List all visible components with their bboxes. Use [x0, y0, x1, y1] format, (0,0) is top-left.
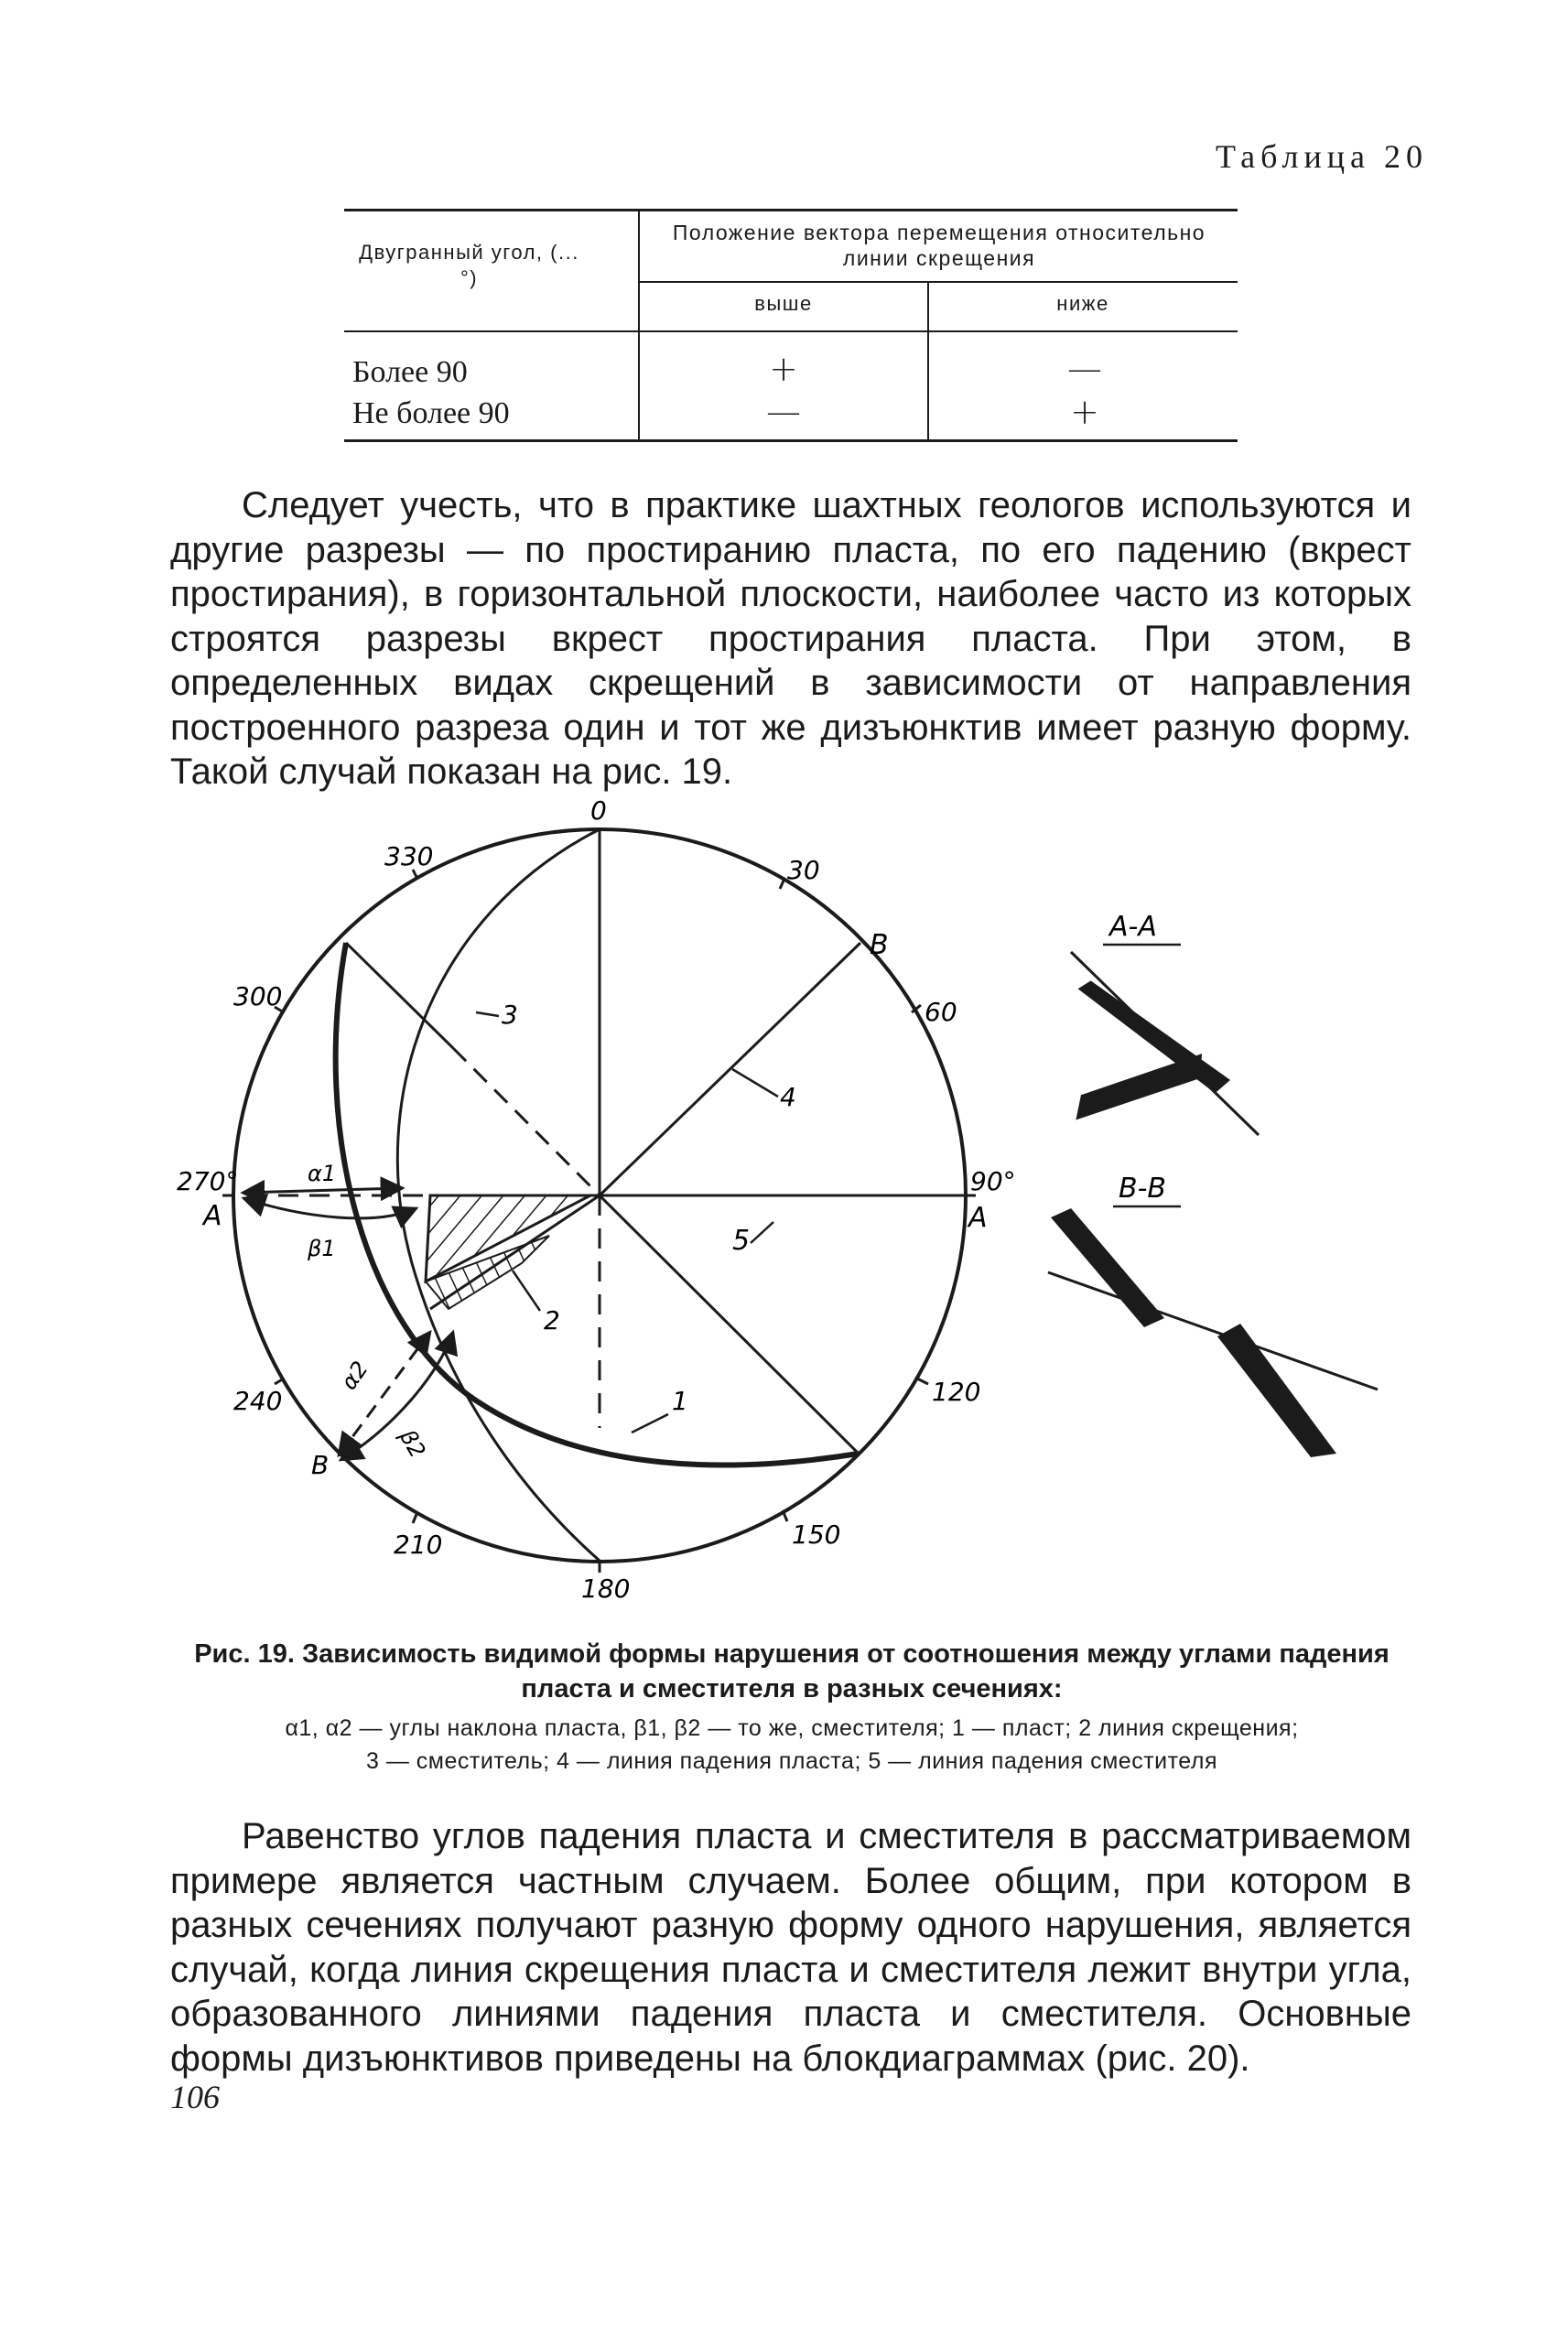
- azimuth-label-150: 150: [792, 1519, 841, 1550]
- point-b-bottom: B: [311, 1450, 330, 1480]
- table-header-below: ниже: [1056, 292, 1109, 315]
- page-number: 106: [170, 2079, 220, 2115]
- figure-caption-title: Рис. 19. Зависимость видимой формы нарушения от соотношения между углами падения пласта и сместителя в разных сечениях:: [194, 1639, 1390, 1703]
- label-beta1: β1: [308, 1236, 336, 1261]
- azimuth-label-30: 30: [787, 855, 820, 885]
- section-bb-thin-line: [1048, 1272, 1378, 1390]
- line-4: [600, 943, 860, 1195]
- section-bb-bed-lower: [1217, 1324, 1336, 1457]
- figure-caption-legend-2: 3 — сместитель; 4 — линия падения пласта; 5 — линия падения сместителя: [366, 1748, 1217, 1774]
- azimuth-label-180: 180: [581, 1573, 631, 1604]
- table-row-1-label: Более 90: [352, 355, 468, 389]
- beta1-arrow: [243, 1198, 416, 1218]
- nw-line-dashed: [453, 1048, 600, 1195]
- azimuth-label-300: 300: [233, 981, 283, 1011]
- azimuth-label-0: 0: [590, 795, 607, 826]
- table-caption: Таблица 20: [1216, 138, 1428, 175]
- label-1: 1: [672, 1386, 688, 1416]
- point-b-top: B: [870, 929, 889, 961]
- azimuth-label-330: 330: [384, 841, 434, 871]
- point-a-left: A: [203, 1200, 222, 1232]
- azimuth-label-270: 270°: [177, 1166, 239, 1196]
- section-aa-label: А-А: [1109, 911, 1157, 943]
- azimuth-label-90: 90°: [970, 1166, 1016, 1196]
- label-alpha2: α2: [335, 1356, 373, 1395]
- nw-line: [346, 943, 453, 1048]
- paragraph-1: Следует учесть, что в практике шахтных геологов используются и другие разрезы — по простиранию пласта, по его падению (вкрест простирания), в горизонтальной плоскости, наиболее часто из которых строятся разрезы вкрест простирания пласта. При этом, в определенных видах скрещений в зависимости от направления построенного разреза один и тот же дизъюнктив имеет разную форму. Такой случай показан на рис. 19.: [170, 485, 1411, 792]
- azimuth-label-120: 120: [932, 1377, 981, 1407]
- label-beta2: β2: [394, 1425, 431, 1463]
- label-3: 3: [502, 1000, 518, 1030]
- table-row-1-above: +: [769, 349, 798, 389]
- label-4: 4: [780, 1082, 796, 1112]
- alpha1-arrow: [243, 1188, 403, 1193]
- point-a-right: A: [968, 1202, 988, 1234]
- section-bb-label: В-В: [1119, 1173, 1166, 1205]
- azimuth-label-240: 240: [233, 1386, 283, 1416]
- azimuth-label-210: 210: [394, 1530, 443, 1560]
- label-alpha1: α1: [308, 1161, 337, 1186]
- azimuth-label-60: 60: [925, 997, 957, 1027]
- table-row-2-above: —: [766, 392, 801, 432]
- table-row-2-label: Не более 90: [352, 396, 510, 430]
- se-line: [600, 1195, 859, 1454]
- table-row-2-below: +: [1070, 392, 1099, 432]
- section-bb-bed-upper: [1051, 1208, 1164, 1327]
- paragraph-2: Равенство углов падения пласта и сместителя в рассматриваемом примере является частным случаем. Более общим, при котором в разных сечениях получают разную форму одного нарушения, является случай, когда линия скрещения пласта и сместителя лежит внутри угла, образованного линиями падения пласта и сместителя. Основные формы дизъюнктивов приведены на блокдиаграммах (рис. 20).: [170, 1816, 1411, 2079]
- figure-caption-legend-1: α1, α2 — углы наклона пласта, β1, β2 — то же, сместителя; 1 — пласт; 2 линия скрещения;: [285, 1715, 1299, 1741]
- table-row-1-below: —: [1067, 349, 1102, 389]
- table-header-angle: Двугранный угол, (...°): [359, 241, 579, 289]
- label-5: 5: [732, 1225, 751, 1257]
- table-header-above: выше: [754, 292, 813, 315]
- label-2: 2: [544, 1305, 560, 1336]
- table-header-group: Положение вектора перемещения относительно линии скрещения: [672, 221, 1206, 270]
